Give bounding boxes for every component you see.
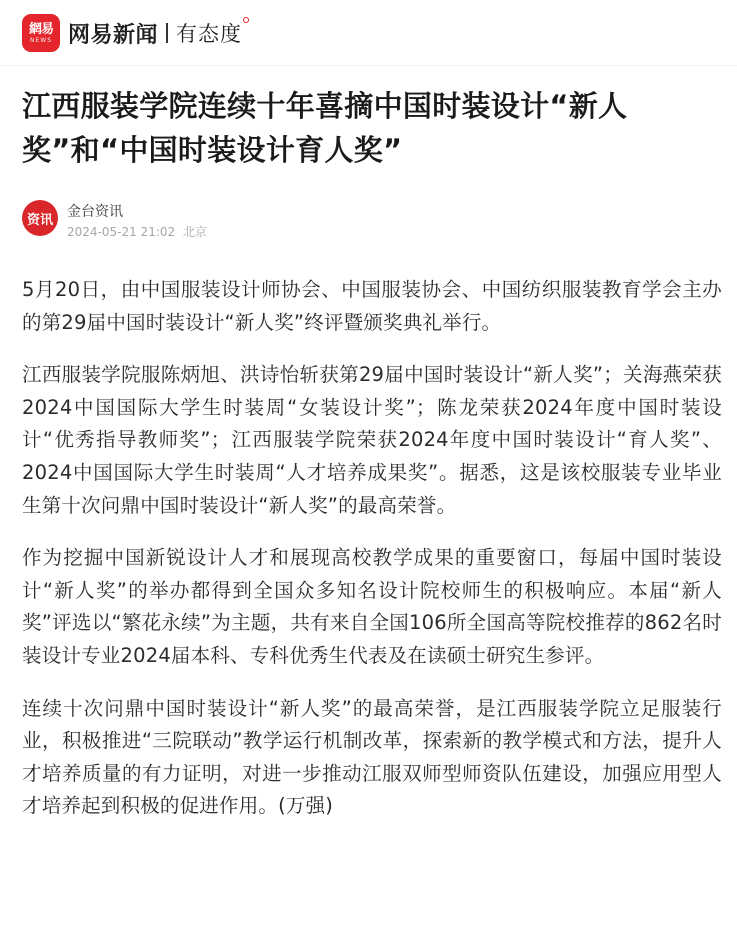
author-name[interactable]: 金台资讯 [67, 204, 123, 220]
article-paragraph: 连续十次问鼎中国时装设计“新人奖”的最高荣誉，是江西服装学院立足服装行业，积极推进“三院联动”教学运行机制改革，探索新的教学模式和方法，提升人才培养质量的有力证明，对进一步推动江服双师型师资队伍建设，加强应用型人才培养起到积极的促进作用。(万强) [22, 696, 722, 818]
netease-news-logo[interactable] [22, 14, 60, 52]
article-paragraph: 江西服装学院服陈炳旭、洪诗怡斩获第29届中国时装设计“新人奖”；关海燕荣获2024中国国际大学生时装周“女装设计奖”；陈龙荣获2024年度中国时装设计“优秀指导教师奖”；江西服装学院荣获2024年度中国时装设计“育人奖”、2024中国国际大学生时装周“人才培养成果奖”。据悉，这是该校服装专业毕业生第十次问鼎中国时装设计“新人奖”的最高荣誉。 [22, 363, 722, 517]
app-header [0, 0, 737, 66]
author-avatar[interactable] [22, 200, 58, 236]
article-title: 江西服装学院连续十年喜摘中国时装设计“新人奖”和“中国时装设计育人奖” [22, 89, 628, 167]
brand [68, 19, 249, 47]
brand-name: 网易新闻 [68, 22, 159, 48]
logo-subtext: NEWS [29, 36, 53, 44]
avatar-text: 资讯 [26, 212, 53, 228]
registered-dot-icon [243, 17, 249, 23]
publish-meta [67, 223, 207, 240]
logo-glyph: 網易 [28, 21, 53, 37]
publish-location: 北京 [182, 225, 207, 239]
brand-divider [166, 23, 168, 43]
article-body [22, 274, 722, 843]
article-paragraph: 5月20日，由中国服装设计师协会、中国服装协会、中国纺织服装教育学会主办的第29届中国时装设计“新人奖”终评暨颁奖典礼举行。 [22, 278, 722, 334]
brand-slogan: 有态度 [176, 22, 243, 46]
publish-date: 2024-05-21 21:02 [67, 225, 176, 239]
article-paragraph: 作为挖掘中国新锐设计人才和展现高校教学成果的重要窗口，每届中国时装设计“新人奖”的举办都得到全国众多知名设计院校师生的积极响应。本届“新人奖”评选以“繁花永续”为主题，共有来自全国106所全国高等院校推荐的862名时装设计专业2024届本科、专科优秀生代表及在读硕士研究生参评。 [22, 546, 722, 667]
